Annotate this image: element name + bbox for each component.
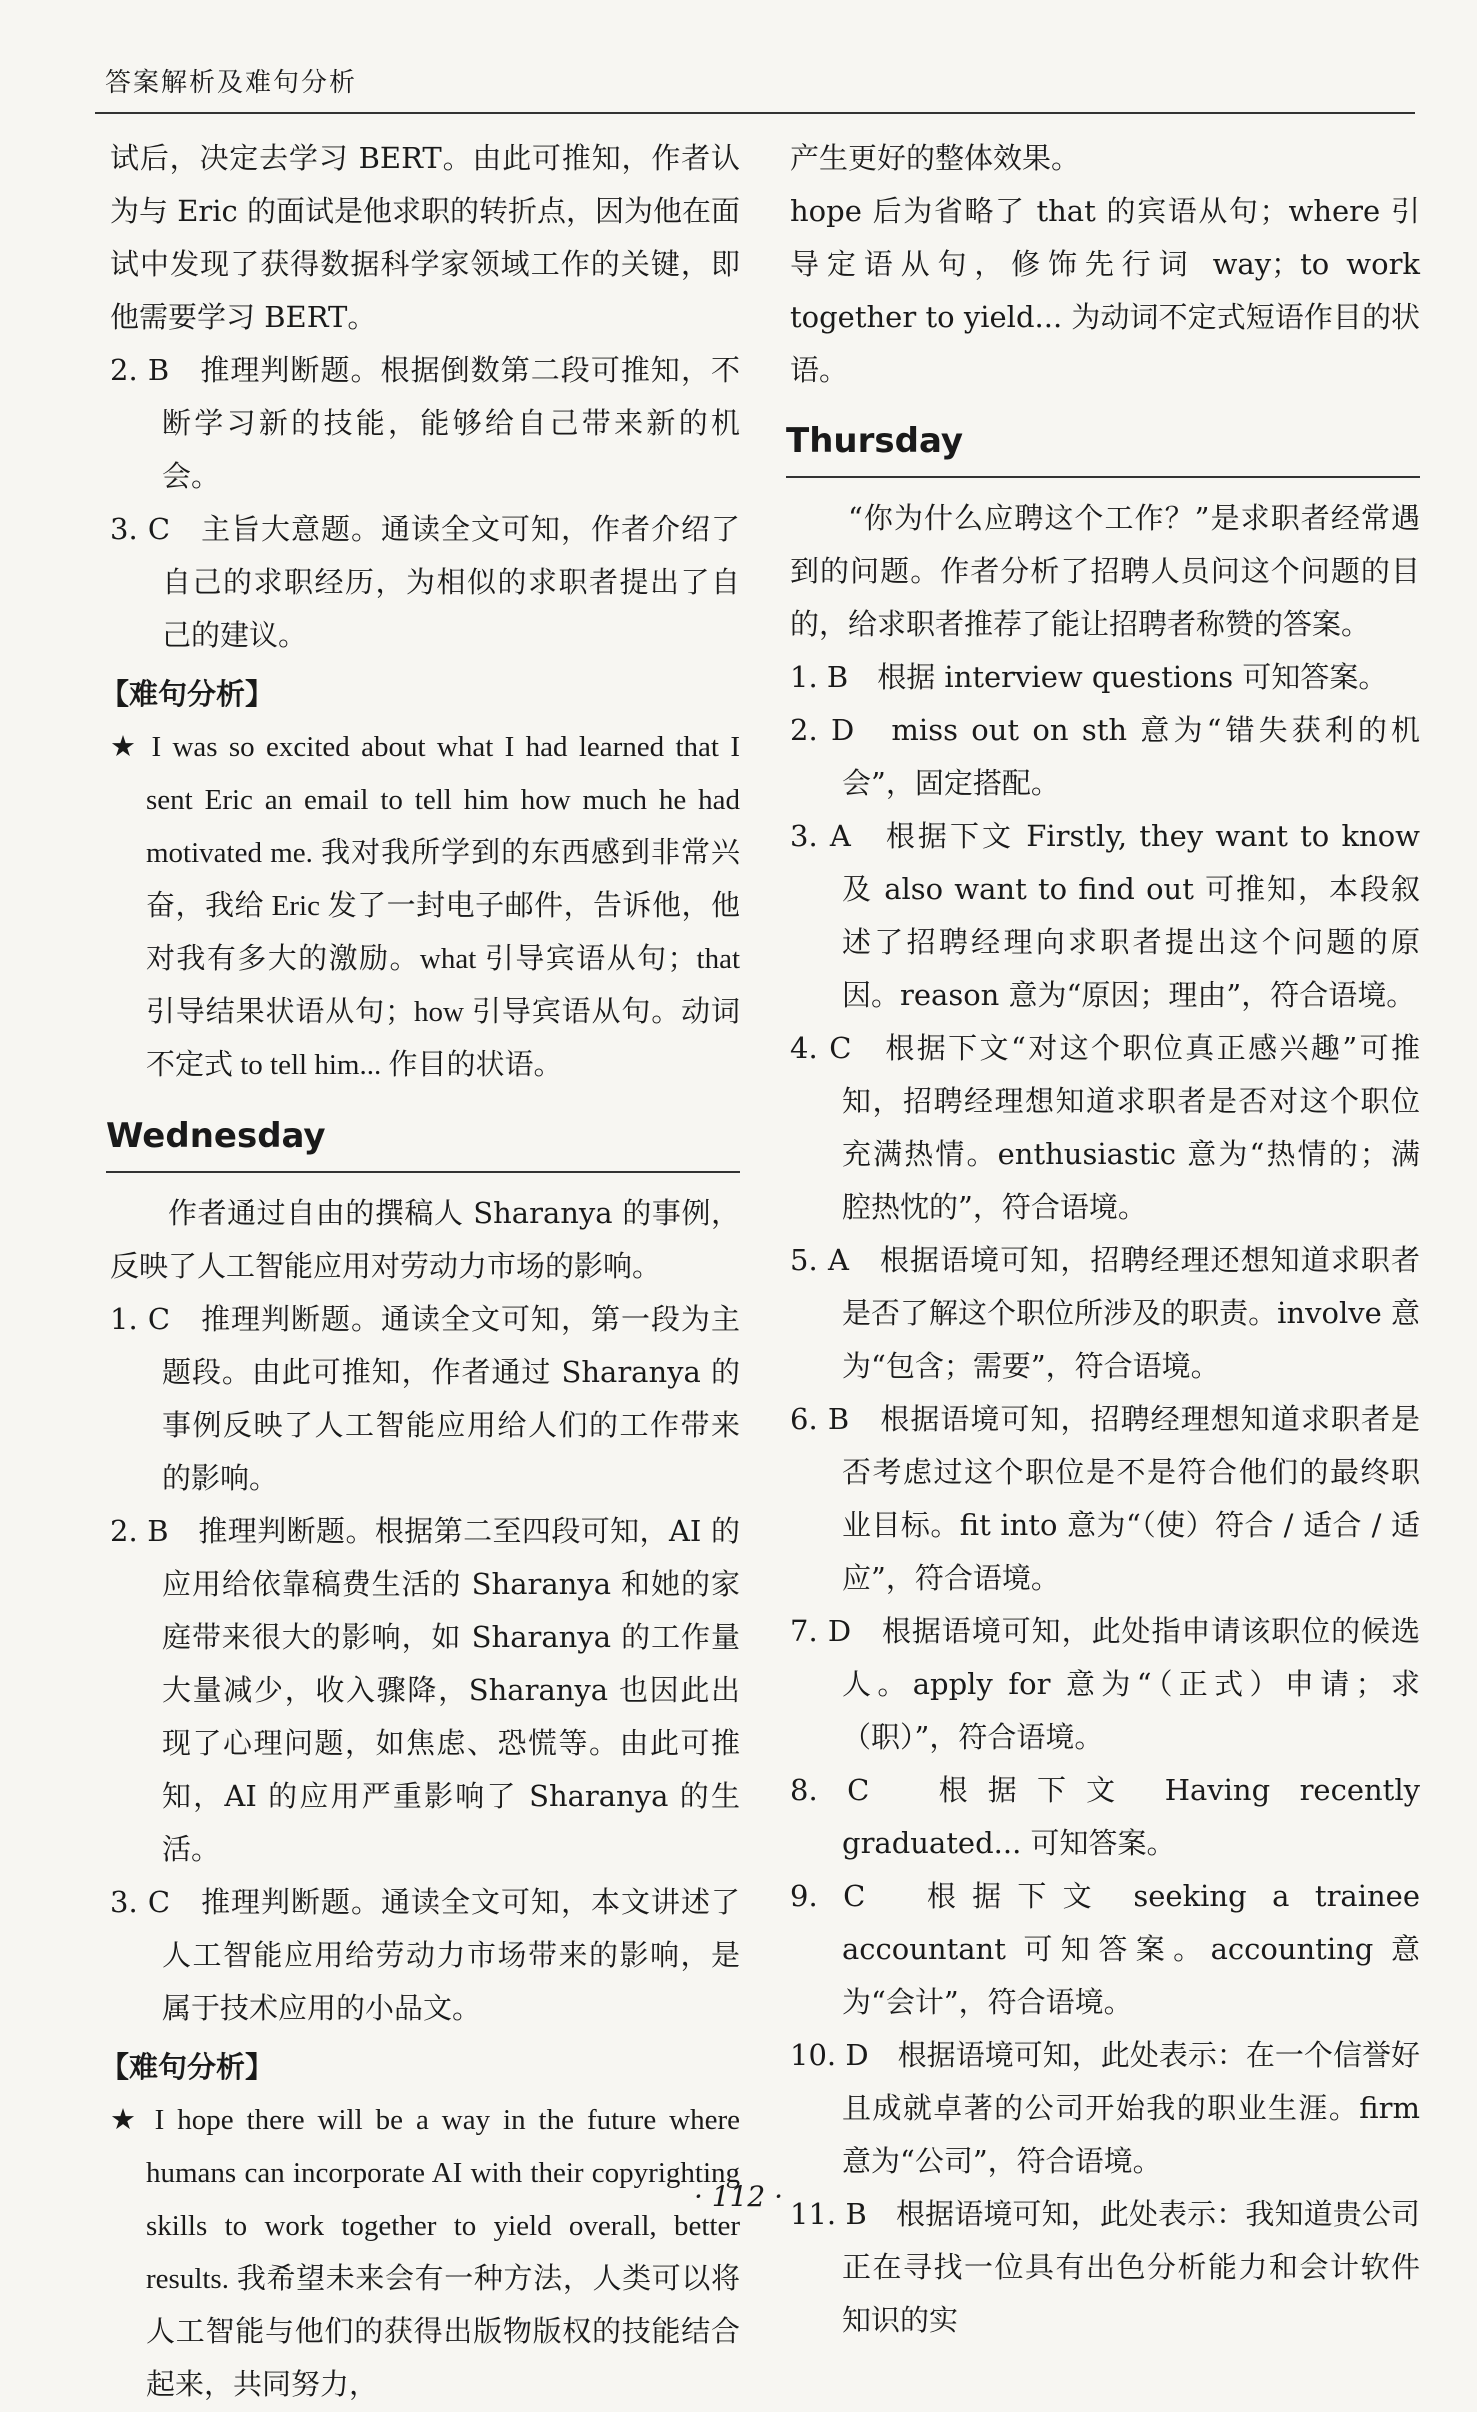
- analysis-title: 【难句分析】: [100, 677, 275, 711]
- header-divider: [95, 112, 1415, 114]
- intro-continuation: 试后，决定去学习 BERT。由此可推知，作者认为与 Eric 的面试是他求职的转折点，因为他在面试中发现了获得数据科学家领域工作的关键，即他需要学习 BERT。: [110, 141, 740, 334]
- answer-item: 10. D 根据语境可知，此处表示：在一个信誉好且成就卓著的公司开始我的职业生涯。firm 意为“公司”，符合语境。: [790, 2038, 1420, 2178]
- answer-item: 3. C 推理判断题。通读全文可知，本文讲述了人工智能应用给劳动力市场带来的影响，是属于技术应用的小品文。: [110, 1885, 740, 2025]
- section-title-thursday: Thursday: [786, 415, 1420, 478]
- grammar-note: hope 后为省略了 that 的宾语从句；where 引导定语从句，修饰先行词 way；to work together to yield... 为动词不定式短语作目的状语。: [790, 194, 1420, 387]
- difficult-sentence-analysis: ★ I was so excited about what I had learned that I sent Eric an email to tell him how much he had motivated me. 我对我所学到的东西感到非常兴奋，我给 Eric 发了一封电子邮件，告诉他，他对我有多大的激励。what 引导宾语从句；that 引导结果状语从句；how 引导宾语从句。动词不定式 to tell him... 作目的状语。: [110, 731, 740, 1081]
- answer-item: 11. B 根据语境可知，此处表示：我知道贵公司正在寻找一位具有出色分析能力和会计软件知识的实: [790, 2197, 1420, 2337]
- answer-item: 2. B 推理判断题。根据倒数第二段可推知，不断学习新的技能，能够给自己带来新的机会。: [110, 353, 740, 493]
- answer-item: 1. C 推理判断题。通读全文可知，第一段为主题段。由此可推知，作者通过 Sharanya 的事例反映了人工智能应用给人们的工作带来的影响。: [110, 1302, 740, 1495]
- section-intro: 作者通过自由的撰稿人 Sharanya 的事例，反映了人工智能应用对劳动力市场的影响。: [110, 1196, 740, 1283]
- analysis-title: 【难句分析】: [100, 2050, 275, 2084]
- page-number: · 112 ·: [693, 2180, 784, 2213]
- right-column: [786, 132, 1420, 2347]
- difficult-sentence-analysis: ★ I hope there will be a way in the future where humans can incorporate AI with their copyrighting skills to work together to yield overall, better results. 我希望未来会有一种方法，人类可以将人工智能与他们的获得出版物版权的技能结合起来，共同努力，: [110, 2104, 740, 2401]
- answer-item: 1. B 根据 interview questions 可知答案。: [790, 660, 1388, 694]
- text-continuation: 产生更好的整体效果。: [790, 141, 1081, 175]
- answer-item: 4. C 根据下文“对这个职位真正感兴趣”可推知，招聘经理想知道求职者是否对这个职位充满热情。enthusiastic 意为“热情的；满腔热忱的”，符合语境。: [790, 1031, 1420, 1224]
- answer-item: 7. D 根据语境可知，此处指申请该职位的候选人。apply for 意为“（正式）申请；求（职）”，符合语境。: [790, 1614, 1420, 1754]
- answer-item: 2. B 推理判断题。根据第二至四段可知，AI 的应用给依靠稿费生活的 Sharanya 和她的家庭带来很大的影响，如 Sharanya 的工作量大量减少，收入骤降，Sharanya 也因此出现了心理问题，如焦虑、恐慌等。由此可推知，AI 的应用严重影响了 Sharanya 的生活。: [110, 1514, 740, 1866]
- answer-item: 6. B 根据语境可知，招聘经理想知道求职者是否考虑过这个职位是不是符合他们的最终职业目标。fit into 意为“（使）符合 / 适合 / 适应”，符合语境。: [790, 1402, 1420, 1595]
- running-header: 答案解析及难句分析: [105, 68, 358, 98]
- section-intro: “你为什么应聘这个工作？”是求职者经常遇到的问题。作者分析了招聘人员问这个问题的目的，给求职者推荐了能让招聘者称赞的答案。: [790, 501, 1420, 641]
- answer-item: 9. C 根据下文 seeking a trainee accountant 可知答案。accounting 意为“会计”，符合语境。: [790, 1879, 1420, 2019]
- left-column: [100, 132, 740, 2412]
- answer-item: 3. A 根据下文 Firstly, they want to know 及 also want to find out 可推知，本段叙述了招聘经理向求职者提出这个问题的原因。reason 意为“原因；理由”，符合语境。: [790, 819, 1420, 1012]
- answer-item: 5. A 根据语境可知，招聘经理还想知道求职者是否了解这个职位所涉及的职责。involve 意为“包含；需要”，符合语境。: [790, 1243, 1420, 1383]
- section-title-wednesday: Wednesday: [106, 1110, 740, 1173]
- answer-item: 2. D miss out on sth 意为“错失获利的机会”，固定搭配。: [790, 713, 1420, 800]
- answer-item: 8. C 根据下文 Having recently graduated... 可知答案。: [790, 1773, 1420, 1860]
- answer-item: 3. C 主旨大意题。通读全文可知，作者介绍了自己的求职经历，为相似的求职者提出了自己的建议。: [110, 512, 740, 652]
